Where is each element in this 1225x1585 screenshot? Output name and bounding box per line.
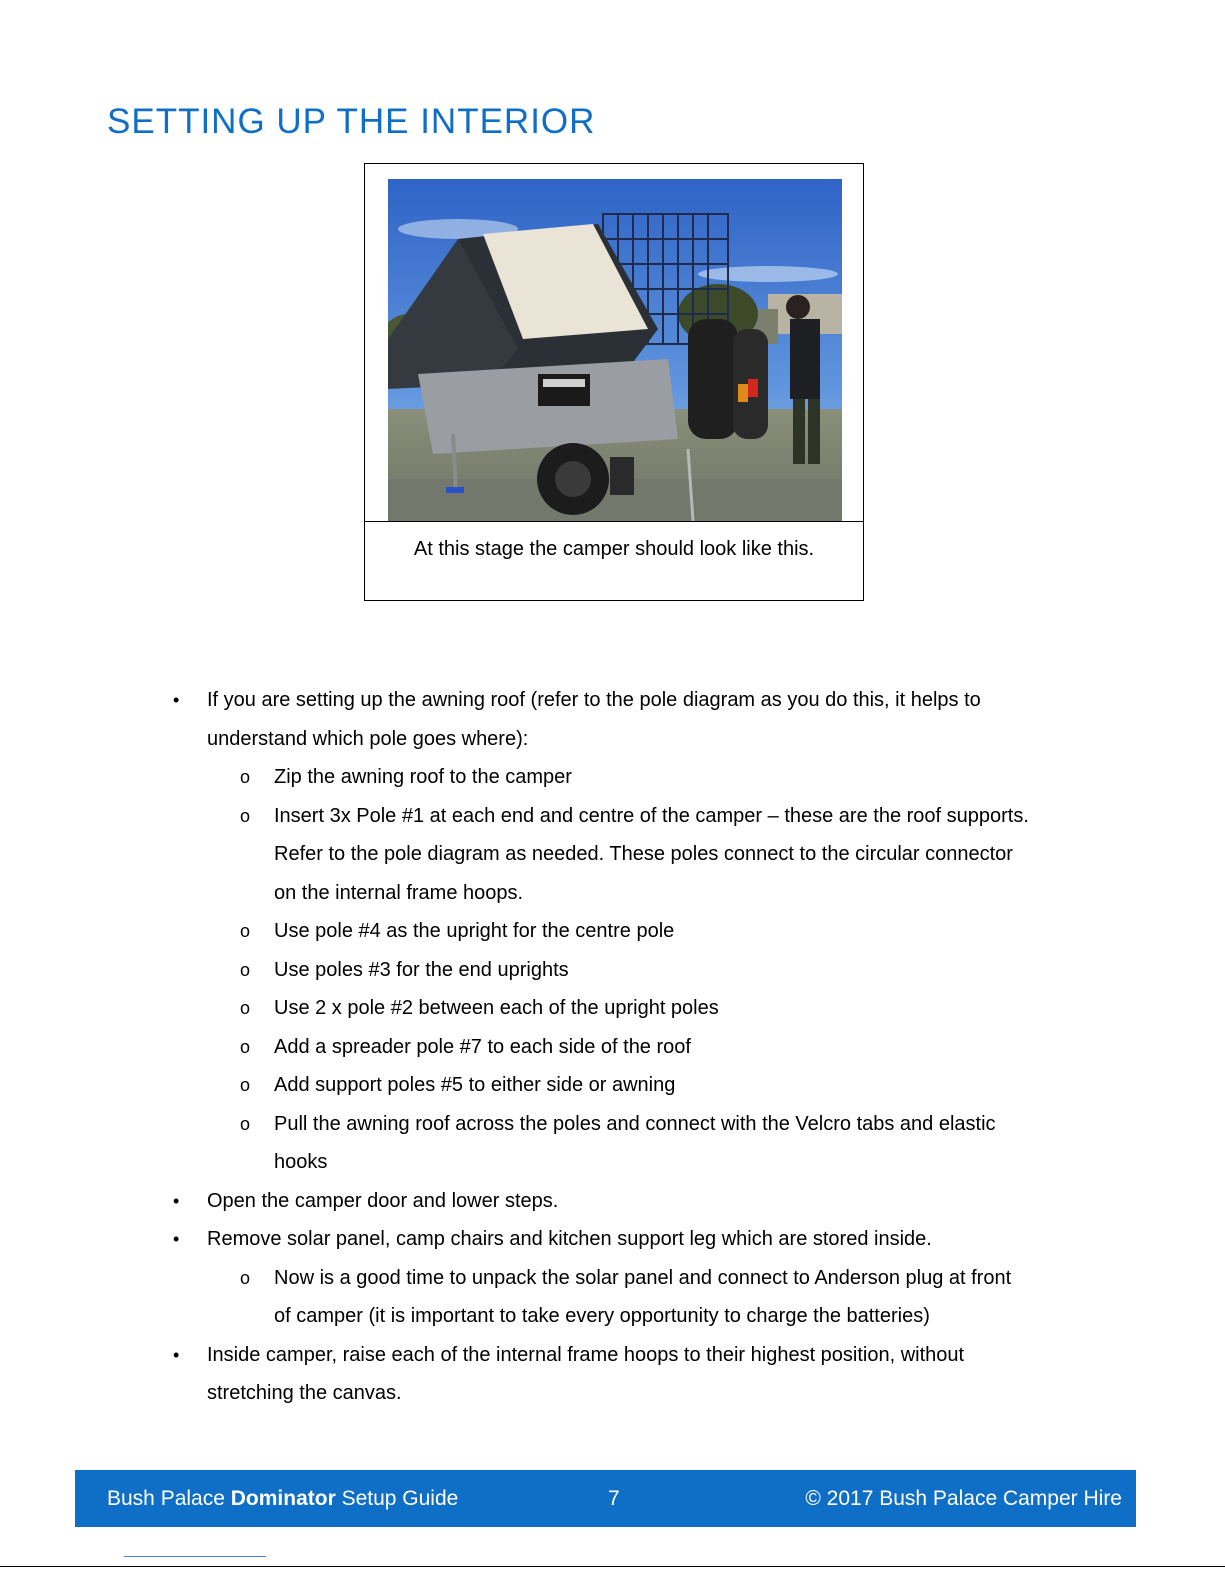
sub-bullet-marker: o bbox=[240, 1113, 251, 1134]
page-title: SETTING UP THE INTERIOR bbox=[107, 102, 596, 141]
list-item-line: Insert 3x Pole #1 at each end and centre of the camper – these are the roof supports. bbox=[274, 804, 1029, 827]
figure-frame bbox=[364, 163, 864, 601]
list-item-line: Use pole #4 as the upright for the centre pole bbox=[274, 920, 675, 942]
footer-model-name: Dominator bbox=[230, 1487, 336, 1510]
sub-list-item bbox=[274, 1259, 1134, 1336]
list-item-line: Add a spreader pole #7 to each side of the roof bbox=[274, 1035, 691, 1058]
sub-bullet-marker: o bbox=[240, 998, 251, 1018]
sub-list-item bbox=[274, 1066, 1134, 1105]
list-item bbox=[207, 1336, 1107, 1413]
sub-bullet-marker: o bbox=[240, 1075, 251, 1095]
bullet-marker: • bbox=[173, 1344, 180, 1365]
page-bottom-rule bbox=[0, 1566, 1225, 1567]
list-item-line: hooks bbox=[274, 1151, 328, 1173]
sub-list-item bbox=[274, 797, 1134, 913]
list-item-line: Remove solar panel, camp chairs and kitchen support leg which are stored inside. bbox=[207, 1228, 932, 1250]
list-item-line: on the internal frame hoops. bbox=[274, 881, 524, 904]
page-number: 7 bbox=[608, 1487, 620, 1510]
bullet-marker: • bbox=[173, 690, 180, 710]
sub-bullet-marker: o bbox=[240, 805, 251, 826]
sub-bullet-marker: o bbox=[240, 1036, 251, 1057]
list-item bbox=[207, 681, 1107, 758]
sub-bullet-marker: o bbox=[240, 921, 251, 941]
sub-bullet-marker: o bbox=[240, 767, 251, 787]
list-item-line: Pull the awning roof across the poles and connect with the Velcro tabs and elastic bbox=[274, 1112, 996, 1135]
sub-bullet-marker: o bbox=[240, 1267, 251, 1288]
footer-copyright: © 2017 Bush Palace Camper Hire bbox=[805, 1487, 1122, 1510]
list-item-line: understand which pole goes where): bbox=[207, 727, 529, 750]
camper-photo bbox=[388, 179, 842, 521]
list-item-line: of camper (it is important to take every opportunity to charge the batteries) bbox=[274, 1305, 930, 1327]
list-item-line: If you are setting up the awning roof (refer to the pole diagram as you do this, it helps to bbox=[207, 689, 981, 711]
list-item-line: Now is a good time to unpack the solar panel and connect to Anderson plug at front bbox=[274, 1266, 1012, 1289]
figure-caption: At this stage the camper should look like this. bbox=[413, 538, 815, 560]
list-item-line: Use 2 x pole #2 between each of the upright poles bbox=[274, 997, 719, 1019]
sub-list-item bbox=[274, 989, 1134, 1028]
list-item-line: Zip the awning roof to the camper bbox=[274, 766, 572, 788]
list-item bbox=[207, 1220, 1107, 1259]
list-item-line: Use poles #3 for the end uprights bbox=[274, 958, 569, 981]
footnote-rule bbox=[124, 1556, 266, 1557]
figure-divider bbox=[365, 521, 863, 522]
footer-prefix: Bush Palace bbox=[107, 1487, 231, 1510]
bullet-marker: • bbox=[173, 1229, 180, 1249]
list-item bbox=[207, 1182, 1107, 1221]
sub-list-item bbox=[274, 1028, 1134, 1067]
sub-list-item bbox=[274, 1105, 1134, 1182]
list-item-line: stretching the canvas. bbox=[207, 1382, 402, 1404]
page-footer bbox=[75, 1470, 1136, 1527]
list-item-line: Add support poles #5 to either side or awning bbox=[274, 1074, 676, 1096]
sub-list-item bbox=[274, 912, 1134, 951]
footer-suffix: Setup Guide bbox=[335, 1487, 459, 1510]
list-item-line: Refer to the pole diagram as needed. These poles connect to the circular connector bbox=[274, 843, 1013, 865]
sub-list-item bbox=[274, 951, 1134, 990]
sub-list-item bbox=[274, 758, 1134, 797]
list-item-line: Inside camper, raise each of the internal frame hoops to their highest position, without bbox=[207, 1343, 965, 1366]
footer-guide-title bbox=[107, 1487, 458, 1511]
sub-bullet-marker: o bbox=[240, 959, 251, 980]
list-item-line: Open the camper door and lower steps. bbox=[207, 1189, 559, 1212]
bullet-marker: • bbox=[173, 1190, 180, 1211]
